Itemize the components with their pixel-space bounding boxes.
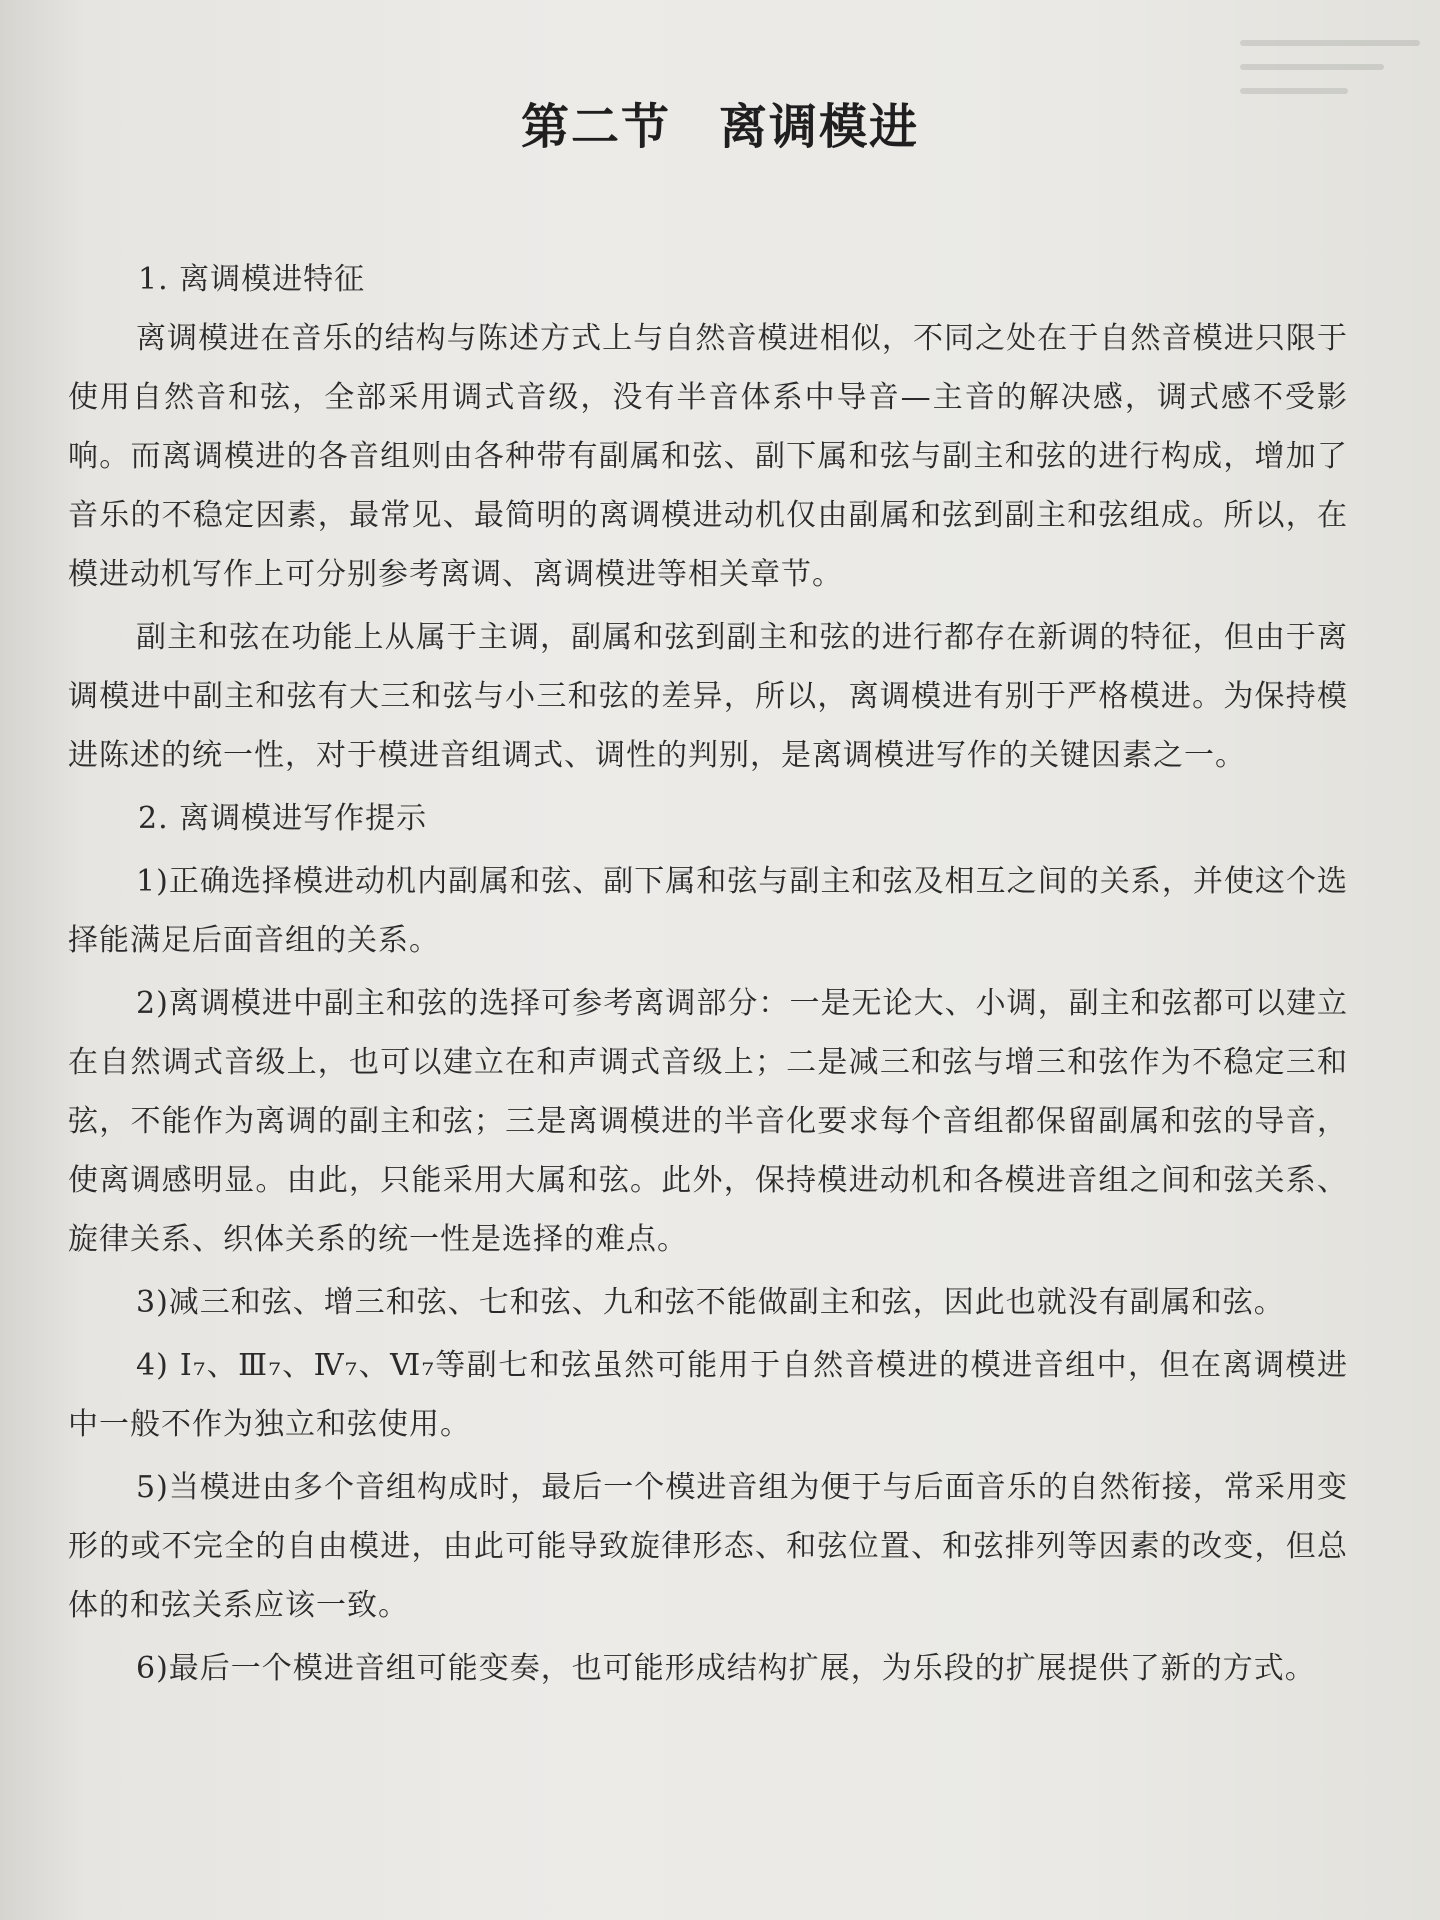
bleed-line bbox=[1240, 64, 1384, 70]
list-item: 2)离调模进中副主和弦的选择可参考离调部分：一是无论大、小调，副主和弦都可以建立在自然调式音级上，也可以建立在和声调式音级上；二是减三和弦与增三和弦作为不稳定三和弦，不能作为离调的副主和弦；三是离调模进的半音化要求每个音组都保留副属和弦的导音，使离调感明显。由此，只能采用大属和弦。此外，保持模进动机和各模进音组之间和弦关系、旋律关系、织体关系的统一性是选择的难点。 bbox=[68, 986, 1348, 1257]
list-item: 4) Ⅰ₇、Ⅲ₇、Ⅳ₇、Ⅵ₇等副七和弦虽然可能用于自然音模进的模进音组中，但在离调模进中一般不作为独立和弦使用。 bbox=[68, 1348, 1348, 1442]
list-item: 6)最后一个模进音组可能变奏，也可能形成结构扩展，为乐段的扩展提供了新的方式。 bbox=[136, 1651, 1316, 1686]
list-item: 1)正确选择模进动机内副属和弦、副下属和弦与副主和弦及相互之间的关系，并使这个选择能满足后面音组的关系。 bbox=[68, 864, 1348, 958]
bleed-line bbox=[1240, 40, 1420, 46]
subheading-1: 1. 离调模进特征 bbox=[138, 262, 366, 297]
page-body bbox=[68, 250, 1348, 1698]
paragraph: 离调模进在音乐的结构与陈述方式上与自然音模进相似，不同之处在于自然音模进只限于使用自然音和弦，全部采用调式音级，没有半音体系中导音—主音的解决感，调式感不受影响。而离调模进的各音组则由各种带有副属和弦、副下属和弦与副主和弦的进行构成，增加了音乐的不稳定因素，最常见、最简明的离调模进动机仅由副属和弦到副主和弦组成。所以，在模进动机写作上可分别参考离调、离调模进等相关章节。 bbox=[68, 321, 1348, 592]
subheading-2: 2. 离调模进写作提示 bbox=[138, 801, 428, 836]
section-name: 离调模进 bbox=[719, 99, 920, 155]
paragraph: 副主和弦在功能上从属于主调，副属和弦到副主和弦的进行都存在新调的特征，但由于离调模进中副主和弦有大三和弦与小三和弦的差异，所以，离调模进有别于严格模进。为保持模进陈述的统一性，对于模进音组调式、调性的判别，是离调模进写作的关键因素之一。 bbox=[68, 620, 1348, 773]
section-title bbox=[0, 88, 1440, 157]
list-item: 3)减三和弦、增三和弦、七和弦、九和弦不能做副主和弦，因此也就没有副属和弦。 bbox=[136, 1285, 1285, 1320]
section-number: 第二节 bbox=[520, 99, 671, 155]
list-item: 5)当模进由多个音组构成时，最后一个模进音组为便于与后面音乐的自然衔接，常采用变形的或不完全的自由模进，由此可能导致旋律形态、和弦位置、和弦排列等因素的改变，但总体的和弦关系应该一致。 bbox=[68, 1470, 1348, 1623]
